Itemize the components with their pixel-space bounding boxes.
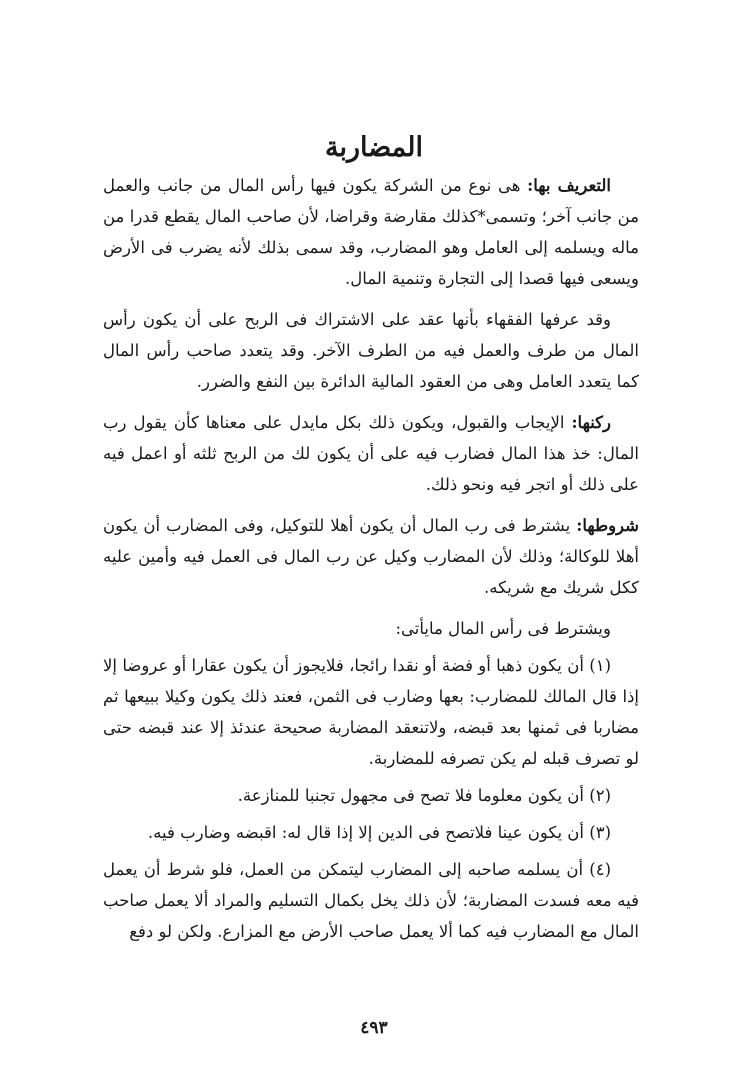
paragraph-lead: التعريف بها:: [527, 176, 611, 195]
paragraph-text: هى نوع من الشركة يكون فيها رأس المال من جانب والعمل من جانب آخر؛ وتسمى*كذلك مقارضة وقراضا، لأن صاحب المال يقطع قدرا من ماله ويسلمه إلى العامل وهو المضارب، وقد سمى بذلك لأنه يضرب فى الأرض ويسعى فيها قصدا إلى التجارة وتنمية المال.: [103, 176, 639, 288]
paragraph-jurists-definition: [103, 304, 639, 397]
paragraph-condition-2: [103, 780, 639, 811]
paragraph-text: وقد عرفها الفقهاء بأنها عقد على الاشتراك فى الربح على أن يكون رأس المال من طرف والعمل فيه من الطرف الآخر. وقد يتعدد صاحب رأس المال كما يتعدد العامل وهى من العقود المالية الدائرة بين النفع والضرر.: [103, 310, 639, 391]
document-body: [103, 170, 639, 947]
paragraph-text: (٣) أن يكون عينا فلاتصح فى الدين إلا إذا قال له: اقبضه وضارب فيه.: [147, 823, 611, 842]
page-number: ٤٩٣: [360, 1018, 388, 1038]
paragraph-pillar: [103, 407, 639, 500]
paragraph-capital-conditions-intro: [103, 613, 639, 644]
paragraph-text: الإيجاب والقبول، ويكون ذلك بكل مايدل على معناها كأن يقول رب المال: خذ هذا المال فضارب فيه على أن يكون لك من الربح ثلثه أو اعمل فيه على ذلك أو اتجر فيه ونحو ذلك.: [103, 413, 639, 494]
paragraph-text: (٢) أن يكون معلوما فلا تصح فى مجهول تجنبا للمنازعة.: [237, 786, 611, 805]
paragraph-lead: شروطها:: [576, 516, 639, 535]
paragraph-text: يشترط فى رب المال أن يكون أهلا للتوكيل، وفى المضارب أن يكون أهلا للوكالة؛ وذلك لأن المضارب وكيل عن رب المال فى العمل فيه وأمين عليه ككل شريك مع شريكه.: [103, 516, 639, 597]
paragraph-text: ويشترط فى رأس المال مايأتى:: [395, 619, 611, 638]
paragraph-text: (٤) أن يسلمه صاحبه إلى المضارب ليتمكن من العمل، فلو شرط أن يعمل فيه معه فسدت المضاربة؛ لأن ذلك يخل بكمال التسليم والمراد ألا يعمل صاحب المال مع المضارب فيه كما ألا يعمل صاحب الأرض مع المزارع. ولكن لو دفع: [103, 860, 639, 941]
paragraph-definition: [103, 170, 639, 294]
paragraph-lead: ركنها:: [571, 413, 611, 432]
paragraph-condition-3: [103, 817, 639, 848]
paragraph-condition-4: [103, 854, 639, 947]
paragraph-conditions: [103, 510, 639, 603]
page-title: المضاربة: [324, 132, 423, 163]
paragraph-condition-1: [103, 650, 639, 774]
paragraph-text: (١) أن يكون ذهبا أو فضة أو نقدا رائجا، فلايجوز أن يكون عقارا أو عروضا إلا إذا قال المالك للمضارب: بعها وضارب فى الثمن، فعند ذلك يكون وكيلا ببيعها ثم مضاربا فى ثمنها بعد قبضه، ولاتنعقد المضاربة صحيحة عندئذ إلا عند قبضه حتى لو تصرف قبله لم يكن تصرفه للمضاربة.: [103, 656, 639, 768]
